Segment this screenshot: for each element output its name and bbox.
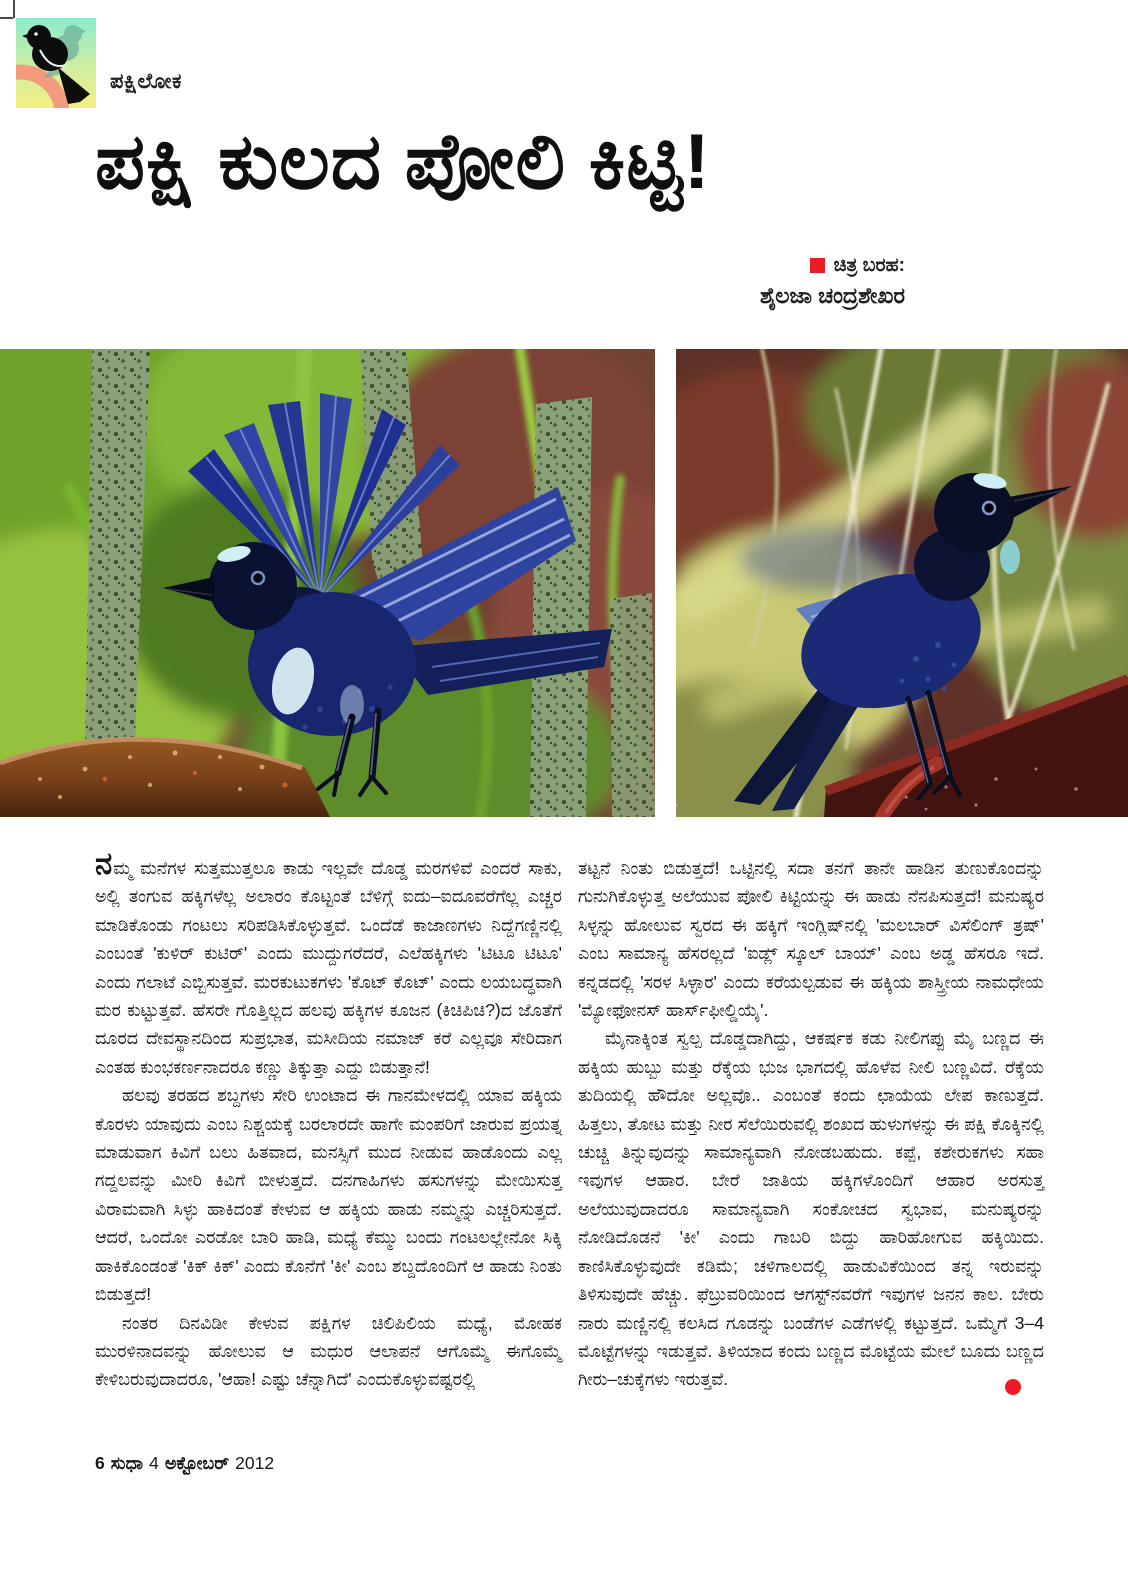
- red-square-bullet-icon: [810, 258, 825, 273]
- crop-mark-vertical: [13, 0, 15, 18]
- byline-author: ಶೈಲಜಾ ಚಂದ್ರಶೇಖರ: [759, 282, 905, 308]
- footer-year: 2012: [235, 1453, 275, 1473]
- footer-page-number: 6: [95, 1453, 105, 1473]
- photo-whistling-thrush-wings-spread: [0, 349, 655, 817]
- text-column-right: [578, 854, 1044, 1394]
- page-footer: [95, 1453, 280, 1474]
- crop-mark-horizontal: [0, 17, 13, 19]
- paragraph-4: ತಟ್ಟನೆ ನಿಂತು ಬಿಡುತ್ತದೆ! ಒಟ್ಟಿನಲ್ಲಿ ಸದಾ ತನಗೆ ತಾನೇ ಹಾಡಿನ ತುಣುಕೊಂದನ್ನು ಗುನುಗಿಕೊಳ್ಳುತ್ತ ಅಲೆಯುವ ಪೋಲಿ ಕಿಟ್ಟಿಯನ್ನು ಈ ಹಾಡು ನೆನಪಿಸುತ್ತದೆ! ಮನುಷ್ಯರ ಸಿಳ್ಳನ್ನು ಹೋಲುವ ಸ್ವರದ ಈ ಹಕ್ಕಿಗೆ ಇಂಗ್ಲಿಷ್‌ನಲ್ಲಿ 'ಮಲಬಾರ್ ವಿಸೆಲಿಂಗ್ ತ್ರಷ್' ಎಂಬ ಸಾಮಾನ್ಯ ಹೆಸರಲ್ಲದೆ 'ಐಡ್ಲ್ ಸ್ಕೂಲ್ ಬಾಯ್' ಎಂಬ ಅಡ್ಡ ಹೆಸರೂ ಇದೆ. ಕನ್ನಡದಲ್ಲಿ 'ಸರಳ ಸಿಳ್ಳಾರ' ಎಂದು ಕರೆಯಲ್ಪಡುವ ಈ ಹಕ್ಕಿಯ ಶಾಸ್ತ್ರೀಯ ನಾಮಧೇಯ 'ಮ್ಯೋಫೋನಸ್ ಹಾರ್ಸ್‌ಫೀಲ್ಡಿಯೈ'.: [578, 858, 1044, 1021]
- article-end-dot: [1005, 1379, 1021, 1395]
- footer-day: 4: [149, 1453, 159, 1473]
- byline-label: ಚಿತ್ರ ಬರಹ:: [833, 255, 905, 276]
- paragraph-5: ಮೈನಾಕ್ಕಿಂತ ಸ್ವಲ್ಪ ದೊಡ್ಡದಾಗಿದ್ದು, ಆಕರ್ಷಕ ಕಡು ನೀಲಿಗಪ್ಪು ಮೈ ಬಣ್ಣದ ಈ ಹಕ್ಕಿಯ ಹುಬ್ಬು ಮತ್ತು ರೆಕ್ಕೆಯ ಭುಜ ಭಾಗದಲ್ಲಿ ಹೊಳೆವ ನೀಲಿ ಬಣ್ಣವಿದೆ. ರೆಕ್ಕೆಯ ತುದಿಯಲ್ಲಿ ಹೌದೋ ಅಲ್ಲವೊ.. ಎಂಬಂತೆ ಕಂದು ಛಾಯೆಯ ಲೇಪ ಕಾಣುತ್ತದೆ. ಹಿತ್ತಲು, ತೋಟ ಮತ್ತು ನೀರ ಸೆಲೆಯಿರುವಲ್ಲಿ ಶಂಖದ ಹುಳುಗಳನ್ನು ಈ ಪಕ್ಷಿ ಕೊಕ್ಕಿನಲ್ಲಿ ಚುಚ್ಚಿ ತಿನ್ನುವುದನ್ನು ಸಾಮಾನ್ಯವಾಗಿ ನೋಡಬಹುದು. ಕಪ್ಪೆ, ಕಶೇರುಕಗಳು ಸಹಾ ಇವುಗಳ ಆಹಾರ. ಬೇರೆ ಜಾತಿಯ ಹಕ್ಕಿಗಳೊಂದಿಗೆ ಆಹಾರ ಅರಸುತ್ತ ಅಲೆಯುವುದಾದರೂ ಸಾಮಾನ್ಯವಾಗಿ ಸಂಕೋಚದ ಸ್ವಭಾವ, ಮನುಷ್ಯರನ್ನು ನೋಡಿದೊಡನೆ 'ಕೀ' ಎಂದು ಗಾಬರಿ ಬಿದ್ದು ಹಾರಿಹೋಗುವ ಹಕ್ಕಿಯಿದು. ಕಾಣಿಸಿಕೊಳ್ಳುವುದೇ ಕಡಿಮೆ; ಚಳಿಗಾಲದಲ್ಲಿ ಹಾಡುವಿಕೆಯಿಂದ ತನ್ನ ಇರುವನ್ನು ತಿಳಿಸುವುದೇ ಹೆಚ್ಚು. ಫೆಬ್ರುವರಿಯಿಂದ ಆಗಸ್ಟ್‌ನವರೆಗೆ ಇವುಗಳ ಜನನ ಕಾಲ. ಬೇರು ನಾರು ಮಣ್ಣಿನಲ್ಲಿ ಕಲಸಿದ ಗೂಡನ್ನು ಬಂಡೆಗಳ ಎಡೆಗಳಲ್ಲಿ ಕಟ್ಟುತ್ತದೆ. ಒಮ್ಮೆಗೆ 3–4 ಮೊಟ್ಟೆಗಳನ್ನು ಇಡುತ್ತವೆ. ತಿಳಿಯಾದ ಕಂದು ಬಣ್ಣದ ಮೊಟ್ಟೆಯ ಮೇಲೆ ಬೂದು ಬಣ್ಣದ ಗೀರು–ಚುಕ್ಕೆಗಳು ಇರುತ್ತವೆ.: [578, 1028, 1044, 1390]
- paragraph-1: [95, 846, 562, 1081]
- byline-credit-line: [760, 254, 905, 279]
- paragraph-3: ನಂತರ ದಿನವಿಡೀ ಕೇಳುವ ಪಕ್ಷಿಗಳ ಚಿಲಿಪಿಲಿಯ ಮಧ್ಯೆ, ಮೋಹಕ ಮುರಳಿನಾದವನ್ನು ಹೋಲುವ ಆ ಮಧುರ ಆಲಾಪನೆ ಆಗೊಮ್ಮೆ ಈಗೊಮ್ಮೆ ಕೇಳಿಬರುವುದಾದರೂ, 'ಆಹಾ! ಎಷ್ಟು ಚೆನ್ನಾಗಿದೆ' ಎಂದುಕೊಳ್ಳುವಷ್ಟರಲ್ಲಿ: [95, 1312, 562, 1390]
- section-label: ಪಕ್ಷಿಲೋಕ: [110, 70, 182, 93]
- paragraph-1-text: ಮ್ಮ ಮನೆಗಳ ಸುತ್ತಮುತ್ತಲೂ ಕಾಡು ಇಲ್ಲವೇ ದೊಡ್ಡ ಮರಗಳಿವೆ ಎಂದರೆ ಸಾಕು, ಅಲ್ಲಿ ತಂಗುವ ಹಕ್ಕಿಗಳೆಲ್ಲ ಅಲಾರಂ ಕೊಟ್ಟಂತೆ ಬೆಳಿಗ್ಗೆ ಐದು–ಐದೂವರೆಗೆಲ್ಲ ಎಚ್ಚರ ಮಾಡಿಕೊಂಡು ಗಂಟಲು ಸರಿಪಡಿಸಿಕೊಳ್ಳುತ್ತವೆ. ಒಂದೆಡೆ ಕಾಜಾಣಗಳು ನಿದ್ದೆಗಣ್ಣಿನಲ್ಲಿ ಎಂಬಂತೆ 'ಕುಳಿರ್ ಕುಟಿರ್' ಎಂದು ಮುದ್ದುಗರೆದರೆ, ಎಲೆಹಕ್ಕಿಗಳು 'ಟಿಟೂ ಟಿಟೂ' ಎಂದು ಗಲಾಟೆ ಎಬ್ಬಿಸುತ್ತವೆ. ಮರಕುಟುಕಗಳು 'ಕೊಟ್ ಕೊಟ್' ಎಂದು ಲಯಬದ್ಧವಾಗಿ ಮರ ಕುಟ್ಟುತ್ತವೆ. ಹೆಸರೇ ಗೊತ್ತಿಲ್ಲದ ಹಲವು ಹಕ್ಕಿಗಳ ಕೂಜನ (ಕಿಚಿಪಿಚಿ?)ದ ಜೊತೆಗೆ ದೂರದ ದೇವಸ್ಥಾನದಿಂದ ಸುಪ್ರಭಾತ, ಮಸೀದಿಯ ನಮಾಜ್ ಕರೆ ಎಲ್ಲವೂ ಸೇರಿದಾಗ ಎಂತಹ ಕುಂಭಕರ್ಣನಾದರೂ ಕಣ್ಣು ತಿಕ್ಕುತ್ತಾ ಎದ್ದು ಬಿಡುತ್ತಾನೆ!: [95, 858, 562, 1077]
- pakshiloka-logo-icon: [16, 18, 96, 108]
- drop-cap: ನ: [95, 846, 114, 881]
- footer-magazine-name: ಸುಧಾ: [110, 1453, 144, 1473]
- paragraph-2: ಹಲವು ತರಹದ ಶಬ್ದಗಳು ಸೇರಿ ಉಂಟಾದ ಈ ಗಾನಮೇಳದಲ್ಲಿ ಯಾವ ಹಕ್ಕಿಯ ಕೊರಳು ಯಾವುದು ಎಂಬ ನಿಶ್ಚಯಕ್ಕೆ ಬರಲಾರದೇ ಹಾಗೇ ಮಂಪರಿಗೆ ಜಾರುವ ಪ್ರಯತ್ನ ಮಾಡುವಾಗ ಕಿವಿಗೆ ಬಲು ಹಿತವಾದ, ಮನಸ್ಸಿಗೆ ಮುದ ನೀಡುವ ಹಾಡೊಂದು ಎಲ್ಲ ಗದ್ದಲವನ್ನು ಮೀರಿ ಕಿವಿಗೆ ಬೀಳುತ್ತದೆ. ದನಗಾಹಿಗಳು ಹಸುಗಳನ್ನು ಮೇಯಿಸುತ್ತ ವಿರಾಮವಾಗಿ ಸಿಳ್ಳು ಹಾಕಿದಂತೆ ಕೇಳುವ ಆ ಹಕ್ಕಿಯ ಹಾಡು ನಮ್ಮನ್ನು ಎಚ್ಚರಿಸುತ್ತದೆ. ಆದರೆ, ಒಂದೋ ಎರಡೋ ಬಾರಿ ಹಾಡಿ, ಮಧ್ಯೆ ಕೆಮ್ಮು ಬಂದು ಗಂಟಲಲ್ಲೇನೋ ಸಿಕ್ಕಿ ಹಾಕಿಕೊಂಡಂತೆ 'ಕಿಕ್ ಕಿಕ್' ಎಂದು ಕೊನೆಗೆ 'ಕೀ' ಎಂಬ ಶಬ್ದದೊಂದಿಗೆ ಆ ಹಾಡು ನಿಂತು ಬಿಡುತ್ತದೆ!: [95, 1085, 562, 1305]
- text-column-left: [95, 846, 562, 1394]
- photo-whistling-thrush-perched: [676, 349, 1128, 817]
- byline: [760, 254, 905, 310]
- footer-month: ಅಕ್ಟೋಬರ್: [164, 1453, 230, 1473]
- article-title: ಪಕ್ಷಿ ಕುಲದ ಪೋಲಿ ಕಿಟ್ಟಿ!: [95, 117, 711, 205]
